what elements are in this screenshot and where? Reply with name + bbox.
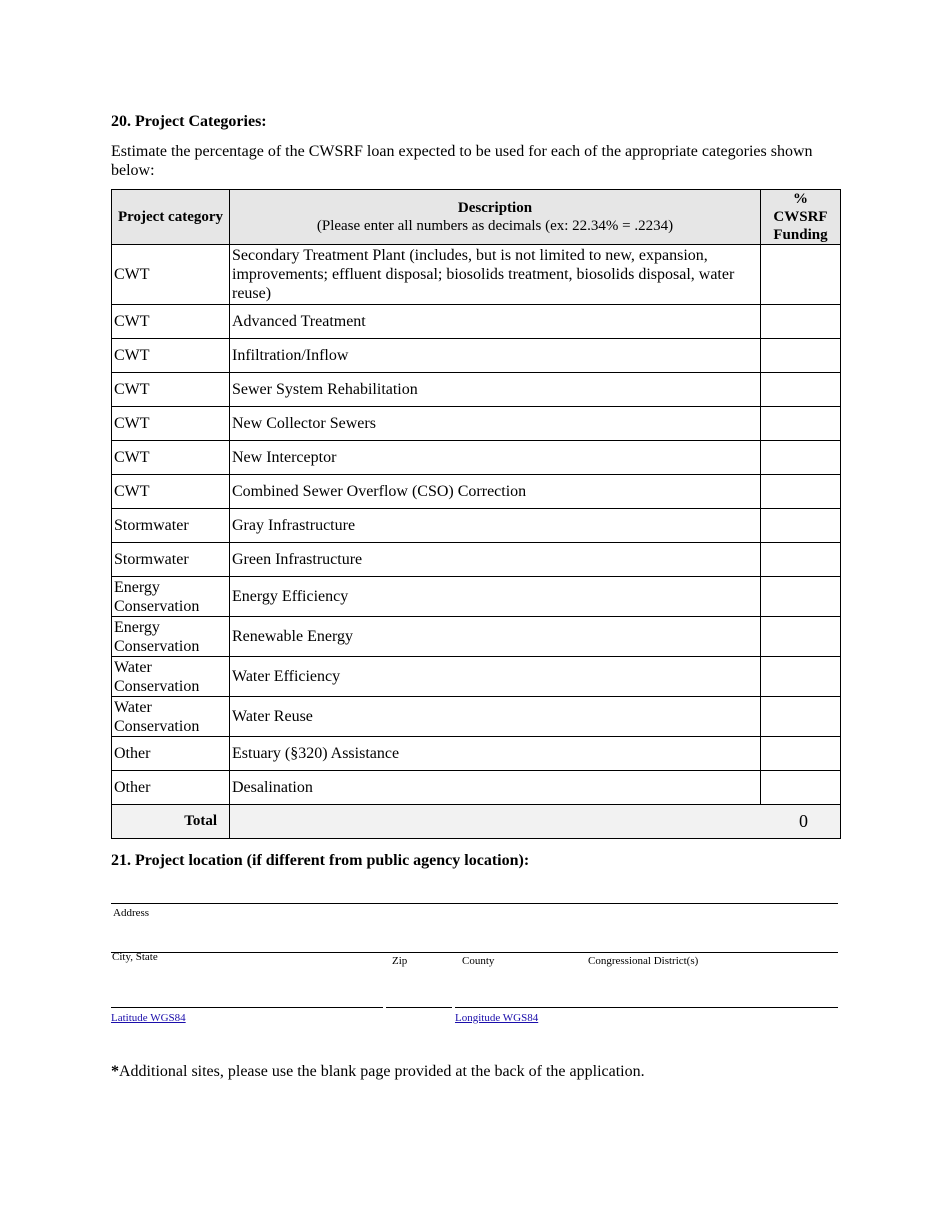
project-categories-table xyxy=(111,189,841,839)
category-cell: Water Conservation xyxy=(112,657,230,697)
table-row xyxy=(112,339,841,373)
city-state-zip-county-district-field[interactable] xyxy=(111,952,838,953)
description-cell: Secondary Treatment Plant (includes, but is not limited to new, expansion, improvements; effluent disposal; biosolids treatment, biosolids disposal, water reuse) xyxy=(230,245,761,305)
category-cell: CWT xyxy=(112,407,230,441)
description-cell: Combined Sewer Overflow (CSO) Correction xyxy=(230,475,761,509)
header-description-label: Description xyxy=(457,200,533,216)
table-row xyxy=(112,441,841,475)
description-cell: Gray Infrastructure xyxy=(230,509,761,543)
table-row xyxy=(112,475,841,509)
header-pct-line1: % xyxy=(793,191,808,207)
category-cell: CWT xyxy=(112,441,230,475)
header-pct-line3: Funding xyxy=(773,227,828,243)
category-cell: Energy Conservation xyxy=(112,577,230,617)
table-row xyxy=(112,373,841,407)
table-row xyxy=(112,697,841,737)
category-cell: CWT xyxy=(112,475,230,509)
category-cell: CWT xyxy=(112,245,230,305)
description-cell: Green Infrastructure xyxy=(230,543,761,577)
percent-funding-input[interactable] xyxy=(761,697,841,737)
category-cell: Energy Conservation xyxy=(112,617,230,657)
percent-funding-input[interactable] xyxy=(761,617,841,657)
table-row xyxy=(112,407,841,441)
zip-label: Zip xyxy=(392,955,408,967)
city-state-label: City, State xyxy=(112,951,158,963)
county-label: County xyxy=(462,955,495,967)
section-20-title: 20. Project Categories: xyxy=(111,113,267,130)
category-cell: Stormwater xyxy=(112,543,230,577)
latitude-spacer-field xyxy=(386,1007,452,1008)
percent-funding-input[interactable] xyxy=(761,577,841,617)
category-cell: Stormwater xyxy=(112,509,230,543)
percent-funding-input[interactable] xyxy=(761,441,841,475)
header-pct-line2: CWSRF xyxy=(773,209,828,225)
description-cell: Estuary (§320) Assistance xyxy=(230,737,761,771)
table-header-row xyxy=(112,190,841,245)
latitude-link[interactable]: Latitude WGS84 xyxy=(111,1012,186,1024)
description-cell: Renewable Energy xyxy=(230,617,761,657)
category-cell: CWT xyxy=(112,373,230,407)
percent-funding-input[interactable] xyxy=(761,543,841,577)
table-row xyxy=(112,543,841,577)
percent-funding-input[interactable] xyxy=(761,373,841,407)
percent-funding-input[interactable] xyxy=(761,305,841,339)
section-20-instructions: Estimate the percentage of the CWSRF loan expected to be used for each of the appropriate categories shown below: xyxy=(111,143,813,179)
table-row xyxy=(112,245,841,305)
category-cell: CWT xyxy=(112,305,230,339)
additional-sites-note xyxy=(111,1063,645,1081)
table-row xyxy=(112,577,841,617)
description-cell: Infiltration/Inflow xyxy=(230,339,761,373)
footnote-asterisk: * xyxy=(111,1063,119,1080)
description-cell: Water Efficiency xyxy=(230,657,761,697)
congressional-district-label: Congressional District(s) xyxy=(588,955,699,967)
longitude-field[interactable] xyxy=(455,1007,838,1008)
total-label: Total xyxy=(112,805,230,839)
description-cell: Water Reuse xyxy=(230,697,761,737)
description-cell: Energy Efficiency xyxy=(230,577,761,617)
section-21-title: 21. Project location (if different from public agency location): xyxy=(111,852,530,869)
percent-funding-input[interactable] xyxy=(761,407,841,441)
description-cell: Sewer System Rehabilitation xyxy=(230,373,761,407)
percent-funding-input[interactable] xyxy=(761,509,841,543)
percent-funding-input[interactable] xyxy=(761,339,841,373)
header-project-category: Project category xyxy=(112,190,230,245)
percent-funding-input[interactable] xyxy=(761,771,841,805)
header-percent-funding xyxy=(761,190,841,245)
table-row xyxy=(112,617,841,657)
table-row xyxy=(112,509,841,543)
description-cell: New Collector Sewers xyxy=(230,407,761,441)
percent-funding-input[interactable] xyxy=(761,737,841,771)
description-cell: Desalination xyxy=(230,771,761,805)
table-row xyxy=(112,305,841,339)
category-cell: Other xyxy=(112,737,230,771)
table-row xyxy=(112,657,841,697)
description-cell: Advanced Treatment xyxy=(230,305,761,339)
total-value: 0 xyxy=(230,805,841,839)
address-label: Address xyxy=(113,907,150,919)
percent-funding-input[interactable] xyxy=(761,475,841,509)
longitude-link[interactable]: Longitude WGS84 xyxy=(455,1012,539,1024)
address-field[interactable] xyxy=(111,903,838,904)
table-row xyxy=(112,771,841,805)
category-cell: CWT xyxy=(112,339,230,373)
percent-funding-input[interactable] xyxy=(761,657,841,697)
footnote-text: Additional sites, please use the blank page provided at the back of the application. xyxy=(119,1063,645,1080)
percent-funding-input[interactable] xyxy=(761,245,841,305)
latitude-field[interactable] xyxy=(111,1007,383,1008)
header-description xyxy=(230,190,761,245)
header-description-note: (Please enter all numbers as decimals (ex: 22.34% = .2234) xyxy=(316,218,674,234)
description-cell: New Interceptor xyxy=(230,441,761,475)
table-row xyxy=(112,737,841,771)
category-cell: Other xyxy=(112,771,230,805)
total-row xyxy=(112,805,841,839)
category-cell: Water Conservation xyxy=(112,697,230,737)
